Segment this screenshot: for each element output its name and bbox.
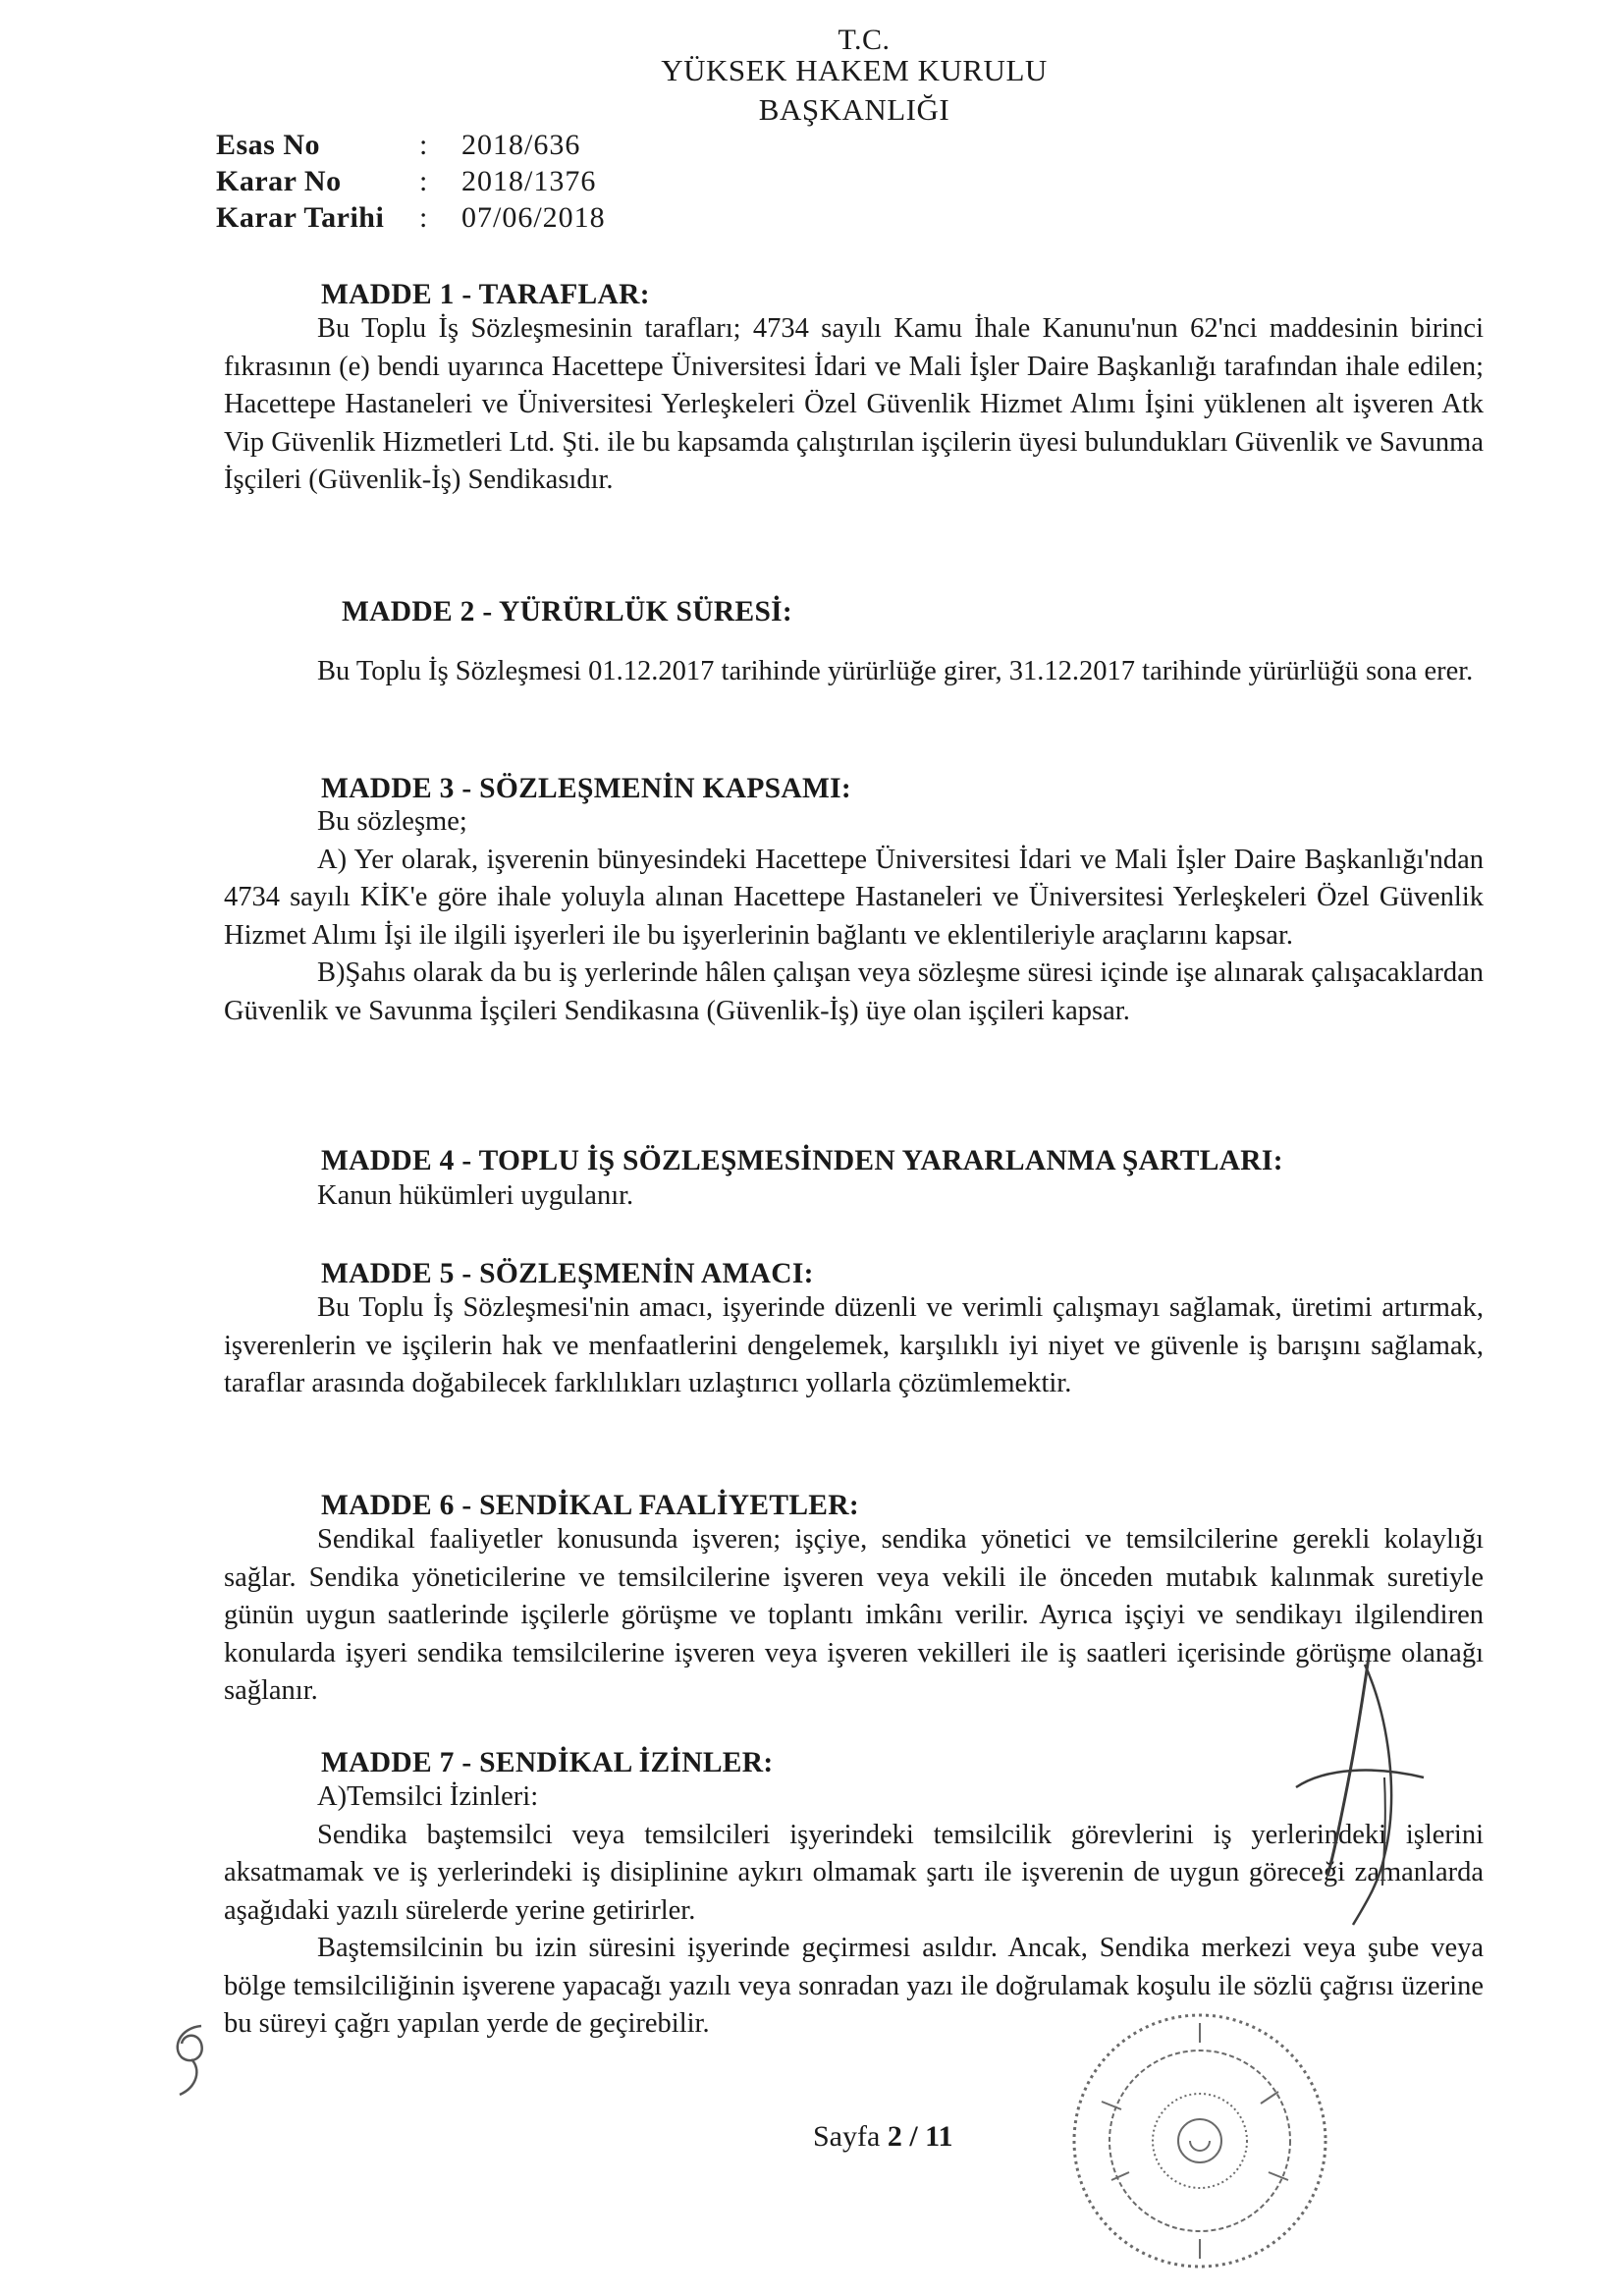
- meta-tarih-label: Karar Tarihi: [216, 201, 385, 234]
- meta-tarih-sep: :: [419, 201, 429, 234]
- meta-esas-sep: :: [419, 129, 429, 161]
- madde-2-text: Bu Toplu İş Sözleşmesi 01.12.2017 tarihinde yürürlüğe girer, 31.12.2017 tarihinde yürürlüğü sona erer.: [317, 656, 1474, 686]
- madde-7-subheading: A)Temsilci İzinleri:: [317, 1781, 539, 1812]
- madde-5-text: Bu Toplu İş Sözleşmesi'nin amacı, işyerinde düzenli ve verimli çalışmayı sağlamak, üretimi artırmak, işverenlerin ve işçilerin hak ve menfaatlerini dengelemek, karşılıklı iyi niyet ve güvenle iş barışını sağlamak, taraflar arasında doğabilecek farklılıkları uzlaştırıcı yollarla çözümlemektir.: [224, 1292, 1484, 1398]
- meta-esas-label: Esas No: [216, 129, 321, 161]
- madde-5-heading: MADDE 5 - SÖZLEŞMENİN AMACI:: [321, 1258, 814, 1289]
- official-stamp: [1043, 1994, 1357, 2288]
- page-number: [813, 2122, 953, 2152]
- meta-esas-value: 2018/636: [461, 129, 581, 161]
- meta-karar-value: 2018/1376: [461, 165, 597, 197]
- madde-1-heading: MADDE 1 - TARAFLAR:: [321, 279, 650, 310]
- madde-1-body: [224, 310, 1484, 500]
- madde-5-body: [224, 1289, 1484, 1403]
- meta-tarih-value: 07/06/2018: [461, 201, 606, 234]
- madde-3-item-a: A) Yer olarak, işverenin bünyesindeki Hacettepe Üniversitesi İdari ve Mali İşler Daire Başkanlığı'ndan 4734 sayılı KİK'e göre ihale yoluyla alınan Hacettepe Hastaneleri ve Üniversitesi Yerleşkeleri Özel Güvenlik Hizmet Alımı İşi ile ilgili işyerleri ile bu işyerlerinin bağlantı ve eklentileriyle araçlarını kapsar.: [224, 844, 1484, 951]
- madde-6-text: Sendikal faaliyetler konusunda işveren; işçiye, sendika yönetici ve temsilcilerine gerekli kolaylığı sağlar. Sendika yöneticilerine ve temsilcilerine işveren veya vekili ile önceden mutabık kalınmak suretiyle günün uygun saatlerinde işçilerle görüşme ve toplantı imkânı verilir. Ayrıca işçiyi ve sendikayı ilgilendiren konularda işyeri sendika temsilcilerine işveren veya işveren vekilleri ile iş saatleri içerisinde görüşme olanağı sağlanır.: [224, 1524, 1484, 1706]
- header-tc: T.C.: [838, 24, 891, 56]
- signature-mark: [1237, 1630, 1473, 1935]
- madde-7-paragraph-1: Sendika baştemsilci veya temsilcileri işyerindeki temsilcilik görevlerini iş yerlerindeki işlerini aksatmamak ve iş yerlerindeki iş disiplinine aykırı olmamak şartı ile işverenin de uygun göreceği zamanlarda aşağıdaki yazılı sürelerde yerine getirirler.: [224, 1819, 1484, 1926]
- madde-7-heading: MADDE 7 - SENDİKAL İZİNLER:: [321, 1747, 774, 1778]
- madde-2-heading: MADDE 2 - YÜRÜRLÜK SÜRESİ:: [342, 596, 793, 628]
- madde-4-text: Kanun hükümleri uygulanır.: [317, 1180, 634, 1211]
- page-prefix: Sayfa: [813, 2120, 881, 2153]
- madde-3-intro: Bu sözleşme;: [317, 806, 467, 837]
- madde-1-text: Bu Toplu İş Sözleşmesinin tarafları; 4734 sayılı Kamu İhale Kanunu'nun 62'nci maddesinin birinci fıkrasının (e) bendi uyarınca Hacettepe Üniversitesi İdari ve Mali İşler Daire Başkanlığı tarafından ihale edilen; Hacettepe Hastaneleri ve Üniversitesi Yerleşkeleri Özel Güvenlik Hizmet Alımı İşini yüklenen alt işveren Atk Vip Güvenlik Hizmetleri Ltd. Şti. ile bu kapsamda çalıştırılan işçilerin üyesi bulundukları Güvenlik ve Savunma İşçileri (Güvenlik-İş) Sendikasıdır.: [224, 313, 1484, 495]
- madde-3-item-b: B)Şahıs olarak da bu iş yerlerinde hâlen çalışan veya sözleşme süresi içinde işe alınarak çalışacaklardan Güvenlik ve Savunma İşçileri Sendikasına (Güvenlik-İş) üye olan işçileri kapsar.: [224, 957, 1484, 1026]
- meta-karar-label: Karar No: [216, 165, 342, 197]
- madde-4-body: [224, 1177, 1484, 1216]
- header-institution: YÜKSEK HAKEM KURULU: [661, 53, 1048, 87]
- page-value: 2 / 11: [887, 2120, 953, 2153]
- margin-pen-mark: [162, 2018, 221, 2102]
- madde-4-heading: MADDE 4 - TOPLU İŞ SÖZLEŞMESİNDEN YARARLANMA ŞARTLARI:: [321, 1145, 1283, 1176]
- header-department: BAŞKANLIĞI: [758, 92, 950, 127]
- madde-6-heading: MADDE 6 - SENDİKAL FAALİYETLER:: [321, 1490, 860, 1521]
- madde-7-paragraph-2: Baştemsilcinin bu izin süresini işyerinde geçirmesi asıldır. Ancak, Sendika merkezi veya şube veya bölge temsilciliğinin işverene yapacağı yazılı veya sonradan yazı ile doğrulamak koşulu ile sözlü çağrısı üzerine bu süreyi çağrı yapılan yerde de geçirebilir.: [224, 1933, 1484, 2039]
- madde-3-body: [224, 803, 1484, 1030]
- madde-3-heading: MADDE 3 - SÖZLEŞMENİN KAPSAMI:: [321, 773, 852, 804]
- meta-karar-sep: :: [419, 165, 429, 197]
- madde-2-body: [224, 653, 1484, 691]
